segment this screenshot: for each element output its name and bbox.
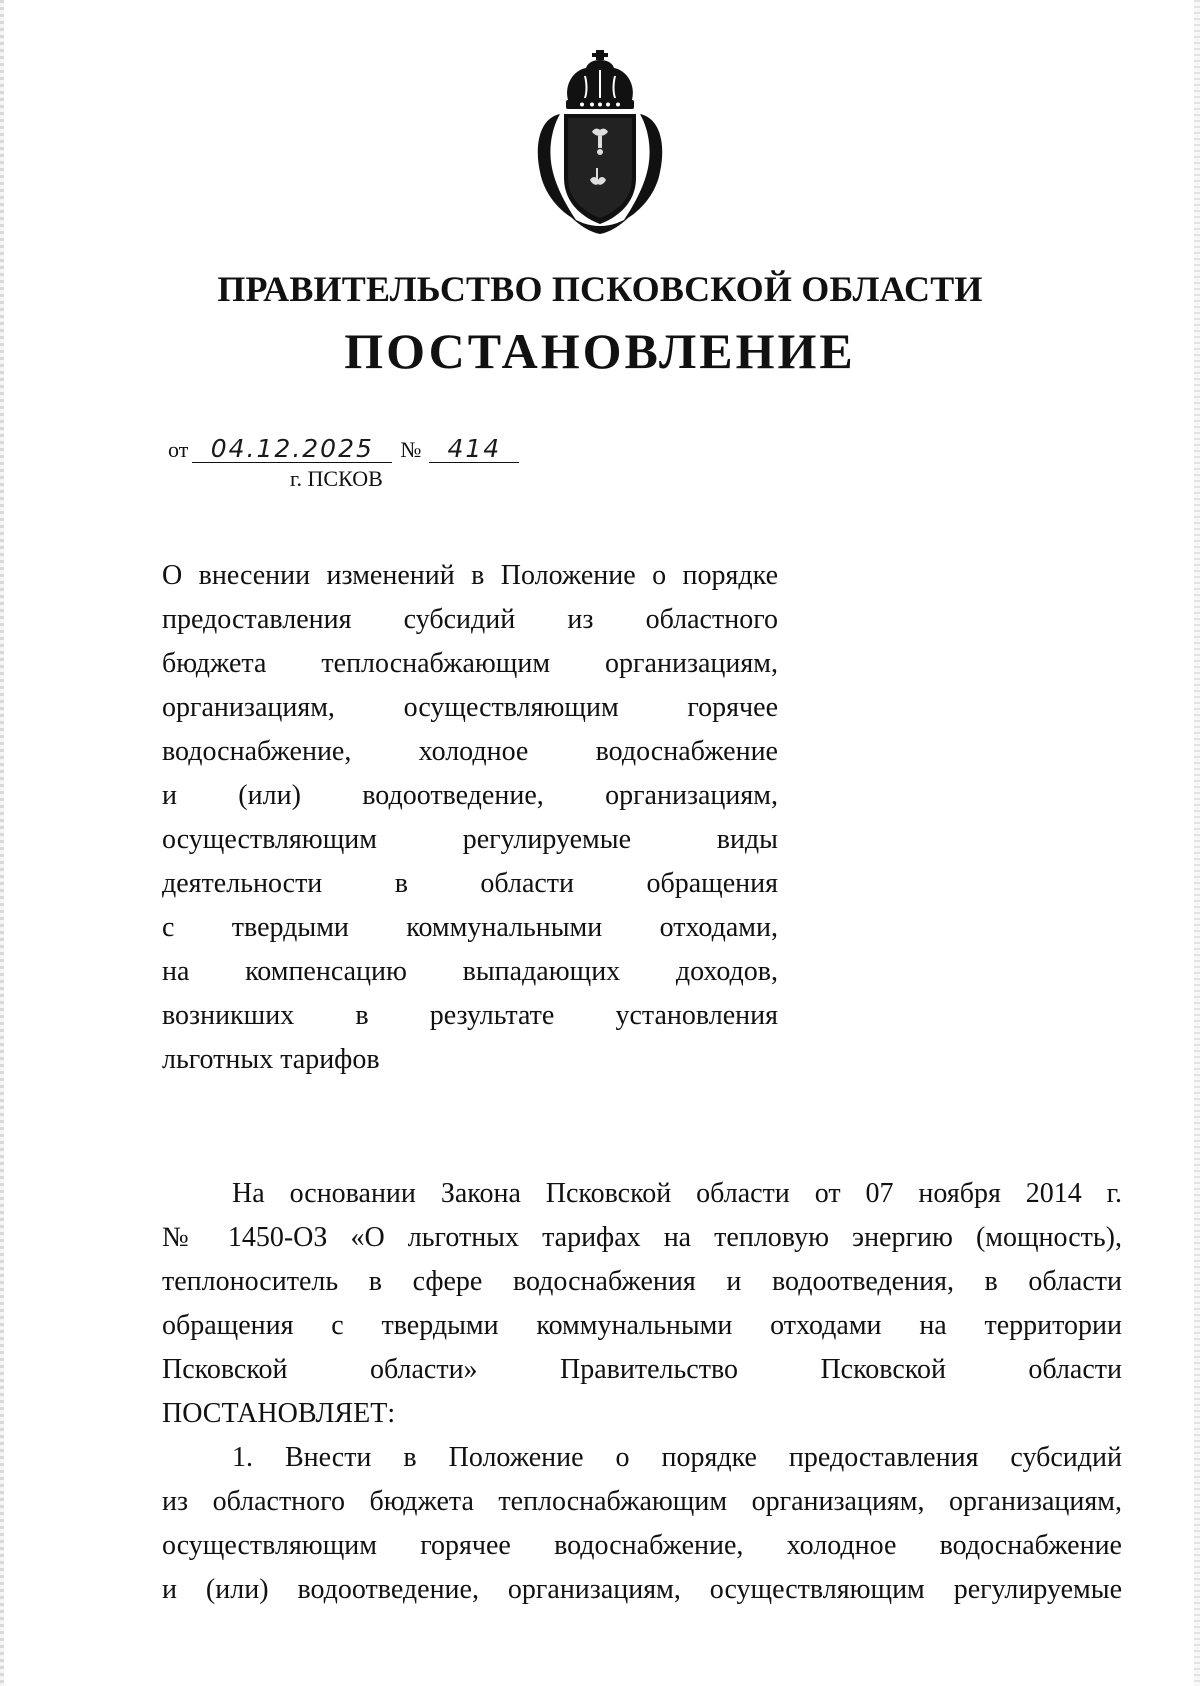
subject-line: предоставления субсидий из областного bbox=[162, 604, 778, 635]
body-line: обращения с твердыми коммунальными отходами на территории bbox=[162, 1310, 1122, 1341]
subject-line: организациям, осуществляющим горячее bbox=[162, 692, 778, 723]
body-line: Псковской области» Правительство Псковской области bbox=[162, 1354, 1122, 1385]
subject-line: О внесении изменений в Положение о порядке bbox=[162, 560, 778, 591]
date-prefix: от bbox=[168, 437, 189, 462]
number-prefix: № bbox=[400, 437, 422, 462]
body-line: № 1450-ОЗ «О льготных тарифах на тепловую энергию (мощность), bbox=[162, 1222, 1122, 1253]
document-subject bbox=[162, 554, 778, 1082]
city-line: г. ПСКОВ bbox=[290, 466, 383, 491]
subject-line: на компенсацию выпадающих доходов, bbox=[162, 956, 778, 987]
subject-line: деятельности в области обращения bbox=[162, 868, 778, 899]
body-line: На основании Закона Псковской области от 07 ноября 2014 г. bbox=[232, 1178, 1122, 1209]
handwritten-date: 04.12.2025 bbox=[192, 436, 392, 463]
subject-line: осуществляющим регулируемые виды bbox=[162, 824, 778, 855]
subject-line: водоснабжение, холодное водоснабжение bbox=[162, 736, 778, 767]
subject-line: с твердыми коммунальными отходами, bbox=[162, 912, 778, 943]
document-body bbox=[162, 1172, 1122, 1612]
subject-line: льготных тарифов bbox=[162, 1044, 380, 1075]
subject-line: возникших в результате установления bbox=[162, 1000, 778, 1031]
scan-edge-right bbox=[1194, 0, 1200, 1686]
coat-of-arms-emblem bbox=[530, 48, 670, 238]
body-line: осуществляющим горячее водоснабжение, холодное водоснабжение bbox=[162, 1530, 1122, 1561]
handwritten-number: 414 bbox=[429, 436, 519, 463]
body-line: и (или) водоотведение, организациям, осуществляющим регулируемые bbox=[162, 1574, 1122, 1605]
body-line: из областного бюджета теплоснабжающим организациям, организациям, bbox=[162, 1486, 1122, 1517]
body-line: теплоноситель в сфере водоснабжения и водоотведения, в области bbox=[162, 1266, 1122, 1297]
organization-title: ПРАВИТЕЛЬСТВО ПСКОВСКОЙ ОБЛАСТИ bbox=[217, 269, 983, 309]
body-line: ПОСТАНОВЛЯЕТ: bbox=[162, 1398, 396, 1429]
date-number-line bbox=[168, 436, 519, 463]
body-line: 1. Внести в Положение о порядке предоставления субсидий bbox=[232, 1442, 1122, 1473]
scan-edge-left bbox=[0, 0, 4, 1686]
document-type-title: ПОСТАНОВЛЕНИЕ bbox=[344, 323, 856, 379]
subject-line: и (или) водоотведение, организациям, bbox=[162, 780, 778, 811]
subject-line: бюджета теплоснабжающим организациям, bbox=[162, 648, 778, 679]
